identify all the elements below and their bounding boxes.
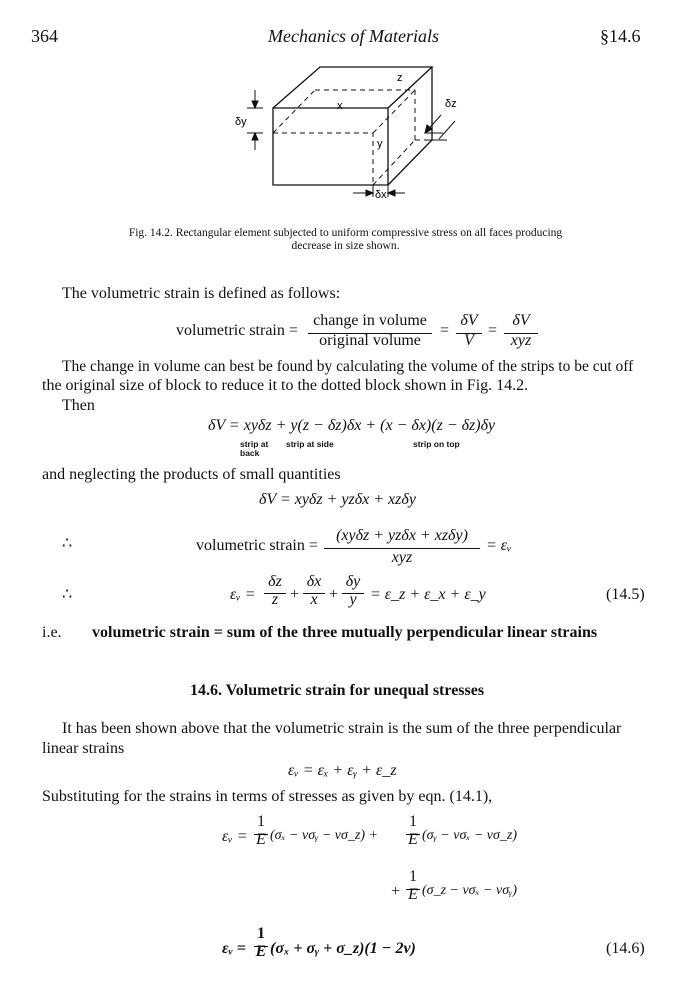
eq-sub-term1: (σₓ − νσᵧ − νσ_z) + xyxy=(270,828,378,843)
label-z: z xyxy=(397,72,403,84)
frac-bar xyxy=(456,333,482,334)
frac-bar xyxy=(342,593,364,594)
frac-den: xyz xyxy=(510,332,532,349)
frac-bar xyxy=(264,593,286,594)
frac-bar xyxy=(504,333,538,334)
frac-bar xyxy=(254,834,268,835)
frac-one-over-e xyxy=(254,813,268,849)
label-strip-top: strip on top xyxy=(413,439,460,449)
para-shown-above-line2: linear strains xyxy=(42,740,125,757)
frac-num: 1 xyxy=(409,868,417,885)
frac-dz-z xyxy=(264,573,286,609)
frac-dx-x xyxy=(303,573,325,609)
eq-ev-rhs: = ε_z + ε_x + ε_y xyxy=(370,586,486,603)
frac-den: E xyxy=(408,886,418,903)
top-face xyxy=(273,67,432,108)
equation-number-14-5: (14.5) xyxy=(606,586,645,603)
bold-statement: volumetric strain = sum of the three mutually perpendicular linear strains xyxy=(92,624,598,641)
eq-vs-rhs: = εᵥ xyxy=(486,537,512,554)
frac-dy-y xyxy=(342,573,364,609)
frac-bar xyxy=(303,593,325,594)
ie-label: i.e. xyxy=(42,624,62,641)
frac-num: δz xyxy=(268,573,282,590)
frac-num: 1 xyxy=(257,813,265,830)
label-strip-back-2: back xyxy=(240,448,260,458)
frac-num: change in volume xyxy=(313,312,427,329)
para-neglecting: and neglecting the products of small quantities xyxy=(42,466,341,483)
label-x: x xyxy=(337,100,343,112)
therefore-symbol: ∴ xyxy=(62,535,73,552)
frac-num: δV xyxy=(460,312,478,329)
frac-one-over-e xyxy=(406,813,420,849)
frac-one-over-e xyxy=(254,925,268,961)
frac-den: V xyxy=(464,332,474,349)
eq-dv-expansion: δV = xyδz + y(z − δz)δx + (x − δx)(z − δz)δy xyxy=(208,417,496,434)
eq-sub-term3: (σ_z − νσₓ − νσᵧ) xyxy=(422,883,518,898)
front-face xyxy=(273,108,388,185)
frac-den: E xyxy=(255,943,267,960)
frac-bar xyxy=(308,333,432,334)
frac-den: xyz xyxy=(391,549,413,566)
label-dz: δz xyxy=(445,98,457,110)
label-y: y xyxy=(377,138,383,150)
eq-146-lhs: εᵥ = xyxy=(222,940,246,957)
frac-num: δy xyxy=(345,573,361,590)
label-dy: δy xyxy=(235,116,247,128)
frac-dv-v xyxy=(456,312,482,350)
word-then: Then xyxy=(62,397,95,414)
therefore-symbol: ∴ xyxy=(62,586,73,603)
para-volumetric-def: The volumetric strain is defined as follows: xyxy=(62,285,341,302)
equation-number-14-6: (14.6) xyxy=(606,940,645,957)
frac-den: E xyxy=(256,831,266,848)
eq-strain-sum: εᵥ = εₓ + εᵧ + ε_z xyxy=(288,762,397,779)
frac-bar xyxy=(254,946,268,947)
section-marker: §14.6 xyxy=(600,26,641,46)
eq-sub-term2: (σᵧ − νσₓ − νσ_z) xyxy=(422,828,518,843)
block-diagram xyxy=(225,55,475,215)
frac-one-over-e xyxy=(406,868,420,904)
frac-bar xyxy=(406,889,420,890)
label-dx: δx xyxy=(375,189,387,201)
frac-num: 1 xyxy=(257,925,265,942)
eq-sign: = xyxy=(488,322,498,339)
plus: + xyxy=(390,883,401,900)
eq-sub-lhs: εᵥ = xyxy=(222,828,248,845)
frac-num: δx xyxy=(306,573,322,590)
para-substituting: Substituting for the strains in terms of stresses as given by eqn. (14.1), xyxy=(42,788,493,805)
frac-change-volume xyxy=(308,312,432,350)
para-change-volume-line1: The change in volume can best be found by calculating the volume of the strips to be cut off xyxy=(62,358,634,375)
label-strip-back: strip at xyxy=(240,439,269,449)
dotted-block xyxy=(273,90,432,185)
figure-caption-line2: decrease in size shown. xyxy=(291,240,400,252)
eq-dv-simplified: δV = xyδz + yzδx + xzδy xyxy=(259,491,416,508)
label-strip-side: strip at side xyxy=(286,439,334,449)
frac-den: y xyxy=(349,591,357,608)
frac-num: (xyδz + yzδx + xzδy) xyxy=(336,527,468,544)
section-heading: 14.6. Volumetric strain for unequal stresses xyxy=(190,682,485,699)
eq-sign: = xyxy=(440,322,450,339)
frac-bar xyxy=(406,834,420,835)
running-title: Mechanics of Materials xyxy=(268,26,439,46)
frac-den: z xyxy=(271,591,279,608)
frac-den: E xyxy=(408,831,418,848)
plus: + xyxy=(328,586,339,603)
frac-num: 1 xyxy=(409,813,417,830)
eq-ev-lhs: εᵥ = xyxy=(230,586,256,603)
eq-vol-lhs: volumetric strain = xyxy=(176,322,298,339)
frac-vs xyxy=(324,527,480,567)
eq-vs-lhs: volumetric strain = xyxy=(196,537,318,554)
plus: + xyxy=(289,586,300,603)
page-number: 364 xyxy=(31,26,58,46)
para-change-volume-line2: the original size of block to reduce it to the dotted block shown in Fig. 14.2. xyxy=(42,377,529,394)
side-face xyxy=(388,67,432,185)
frac-num: δV xyxy=(512,312,530,329)
frac-bar xyxy=(324,548,480,549)
para-shown-above-line1: It has been shown above that the volumetric strain is the sum of the three perpendicular xyxy=(62,720,622,737)
frac-dv-xyz xyxy=(504,312,538,350)
frac-den: original volume xyxy=(319,332,421,349)
frac-den: x xyxy=(310,591,318,608)
eq-146-rhs: (σₓ + σᵧ + σ_z)(1 − 2ν) xyxy=(270,940,416,957)
figure-caption-line1: Fig. 14.2. Rectangular element subjected to uniform compressive stress on all faces producing xyxy=(128,227,563,239)
